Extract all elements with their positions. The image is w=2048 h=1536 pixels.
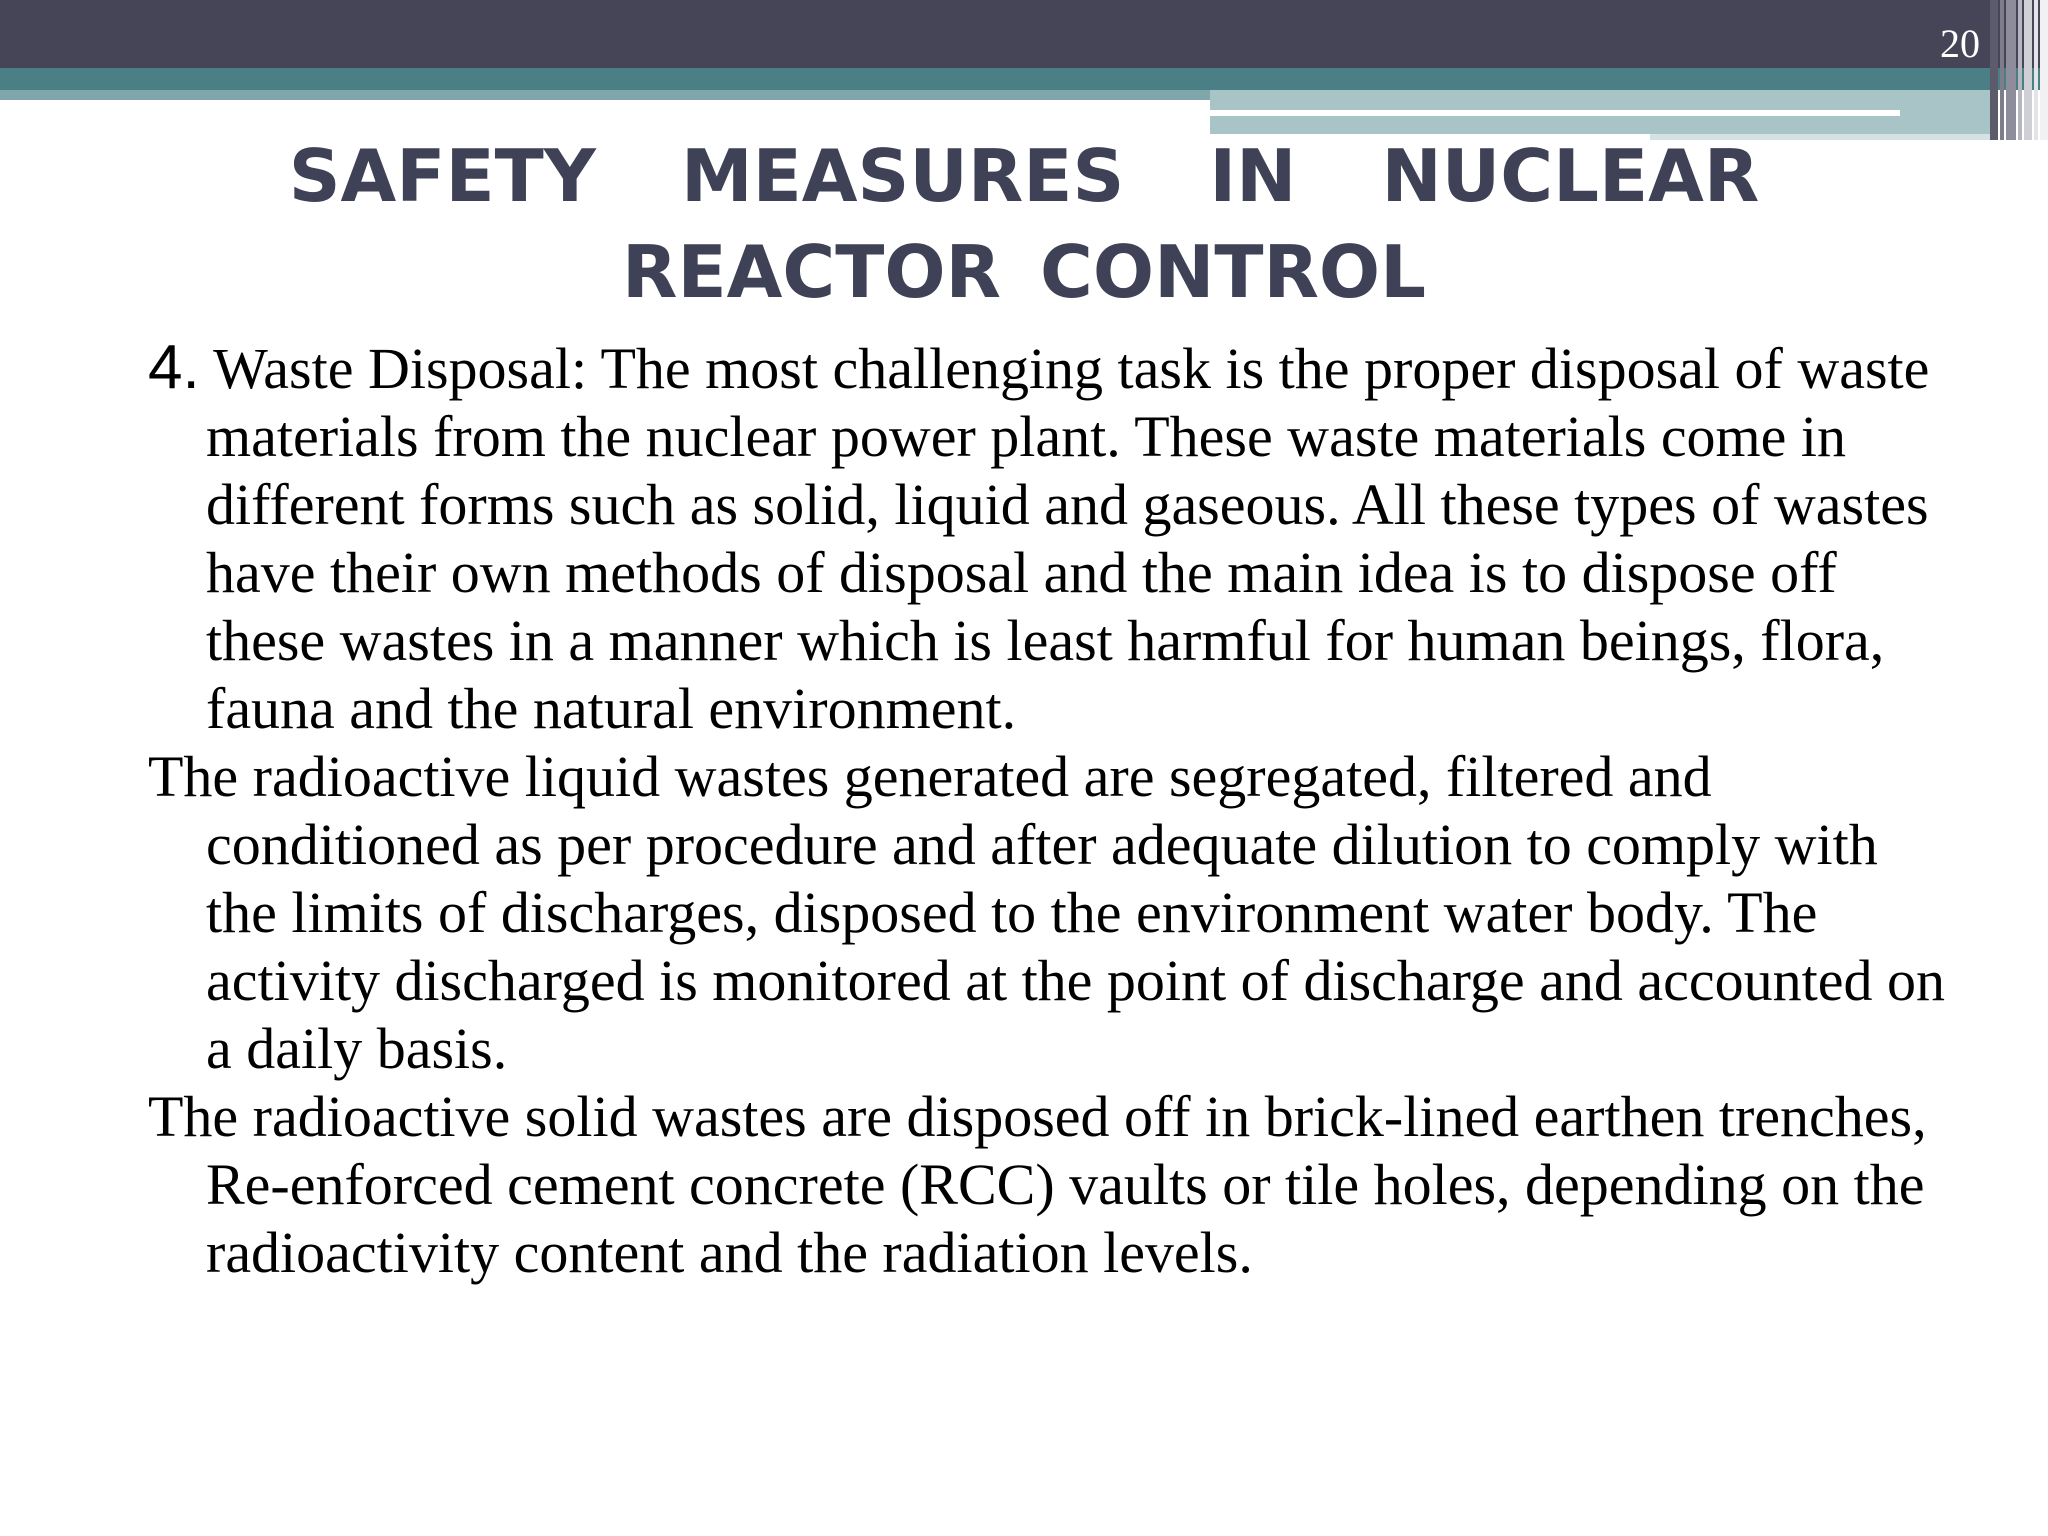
header-band-white-line (1210, 110, 1900, 116)
slide-body (148, 334, 1948, 1287)
paragraph-solid-wastes (148, 1083, 1948, 1287)
paragraph-number: 4. (148, 333, 200, 402)
slide-title (0, 128, 2048, 320)
paragraph-text: The radioactive solid wastes are disposed off in brick-lined earthen trenches, Re-enforced cement concrete (RCC) vaults or tile holes, depending on the radioactivity content and the radiation levels. (148, 1084, 1927, 1285)
page-number: 20 (1940, 21, 1980, 66)
header-vertical-stripes (1990, 0, 2048, 140)
header-band-teal (0, 68, 2048, 90)
paragraph-waste-disposal (148, 334, 1948, 743)
paragraph-liquid-wastes (148, 743, 1948, 1083)
header-band-dark (0, 0, 2048, 68)
slide-title-line-1: SAFETY MEASURES IN NUCLEAR (288, 134, 1760, 218)
paragraph-text: Waste Disposal: The most challenging task is the proper disposal of waste materials from the nuclear power plant. These waste materials come in different forms such as solid, liquid and gaseous. All these types of wastes have their own methods of disposal and the main idea is to dispose off these wastes in a manner which is least harmful for human beings, flora, fauna and the natural environment. (199, 336, 1930, 741)
paragraph-text: The radioactive liquid wastes generated are segregated, filtered and conditioned as per procedure and after adequate dilution to comply with the limits of discharges, disposed to the environment water body. The activity discharged is monitored at the point of discharge and accounted on a daily basis. (148, 744, 1945, 1081)
header-band-teal-thin (0, 90, 1210, 100)
slide-title-line-2: REACTOR CONTROL (622, 230, 1426, 314)
